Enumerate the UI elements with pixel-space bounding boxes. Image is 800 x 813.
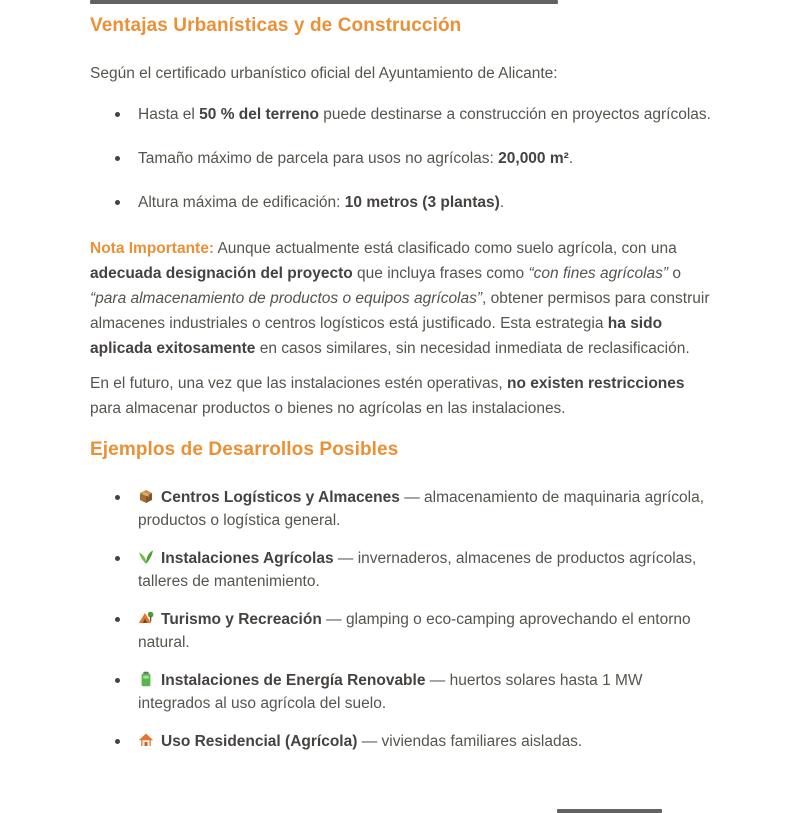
- example-description: huertos solares hasta 1 MW integrados al uso agrícola del suelo.: [138, 672, 643, 712]
- em-dash-separator: —: [333, 550, 358, 567]
- text-run: “con fines agrícolas”: [528, 265, 669, 282]
- text-run: “para almacenamiento de productos o equipos agrícolas”: [90, 290, 483, 307]
- package-icon: [138, 488, 155, 504]
- text-run: 20,000 m²: [498, 150, 569, 167]
- list-item: [90, 103, 712, 126]
- intro-paragraph: Según el certificado urbanístico oficial del Ayuntamiento de Alicante:: [90, 65, 558, 82]
- example-description: viviendas familiares aisladas.: [381, 733, 583, 750]
- text-run: .: [568, 150, 574, 167]
- example-title: Turismo y Recreación: [161, 611, 322, 628]
- text-run: Aunque actualmente está clasificado como suelo agrícola, con una: [214, 240, 677, 257]
- text-run: o: [668, 265, 681, 282]
- example-description: almacenamiento de maquinaria agrícola, productos o logística general.: [138, 489, 705, 529]
- clipped-text-bottom: [557, 809, 662, 813]
- example-item: [90, 730, 712, 753]
- text-run: adecuada designación del proyecto: [90, 265, 353, 282]
- em-dash-separator: —: [399, 489, 425, 506]
- important-note-paragraph: [90, 236, 712, 361]
- example-item: [90, 669, 712, 715]
- text-run: , obtener permisos para construir almacenes industriales o centros logísticos está justificado. Esta estrategia: [90, 290, 710, 332]
- text-run: 50 % del terreno: [199, 106, 319, 123]
- example-title: Uso Residencial (Agrícola): [161, 733, 358, 750]
- text-run: Tamaño máximo de parcela para usos no agrícolas:: [138, 150, 499, 167]
- future-paragraph: [90, 371, 712, 421]
- example-title: Instalaciones de Energía Renovable: [161, 672, 426, 689]
- text-run: 10 metros (3 plantas): [344, 194, 500, 211]
- section-heading-ventajas: Ventajas Urbanísticas y de Construcción: [90, 15, 462, 36]
- example-description: glamping o eco-camping aprovechando el entorno natural.: [138, 611, 691, 651]
- house-icon: [138, 732, 155, 748]
- text-run: .: [499, 194, 505, 211]
- accent-label: Nota Importante:: [90, 240, 214, 257]
- document-content: [90, 0, 712, 768]
- list-item: [90, 191, 712, 214]
- section-heading-ejemplos: Ejemplos de Desarrollos Posibles: [90, 439, 399, 460]
- text-run: que incluya frases como: [352, 265, 529, 282]
- herb-icon: [138, 549, 155, 565]
- text-run: no existen restricciones: [507, 375, 685, 392]
- example-title: Instalaciones Agrícolas: [161, 550, 334, 567]
- em-dash-separator: —: [425, 672, 450, 689]
- text-run: Hasta el: [138, 106, 200, 123]
- text-run: para almacenar productos o bienes no agrícolas en las instalaciones.: [90, 400, 566, 417]
- battery-icon: [138, 671, 155, 687]
- development-examples-list: [90, 486, 712, 753]
- example-title: Centros Logísticos y Almacenes: [161, 489, 400, 506]
- example-item: [90, 547, 712, 593]
- text-run: En el futuro, una vez que las instalaciones estén operativas,: [90, 375, 508, 392]
- example-description: invernaderos, almacenes de productos agrícolas, talleres de mantenimiento.: [138, 550, 697, 590]
- text-run: puede destinarse a construcción en proyectos agrícolas.: [318, 106, 711, 123]
- example-item: [90, 608, 712, 654]
- list-item: [90, 147, 712, 170]
- construction-advantages-list: [90, 103, 712, 214]
- text-run: ha sido aplicada exitosamente: [90, 315, 663, 357]
- em-dash-separator: —: [321, 611, 346, 628]
- em-dash-separator: —: [357, 733, 382, 750]
- text-run: en casos similares, sin necesidad inmediata de reclasificación.: [255, 340, 690, 357]
- camping-icon: [138, 610, 155, 626]
- text-run: Altura máxima de edificación:: [138, 194, 345, 211]
- example-item: [90, 486, 712, 532]
